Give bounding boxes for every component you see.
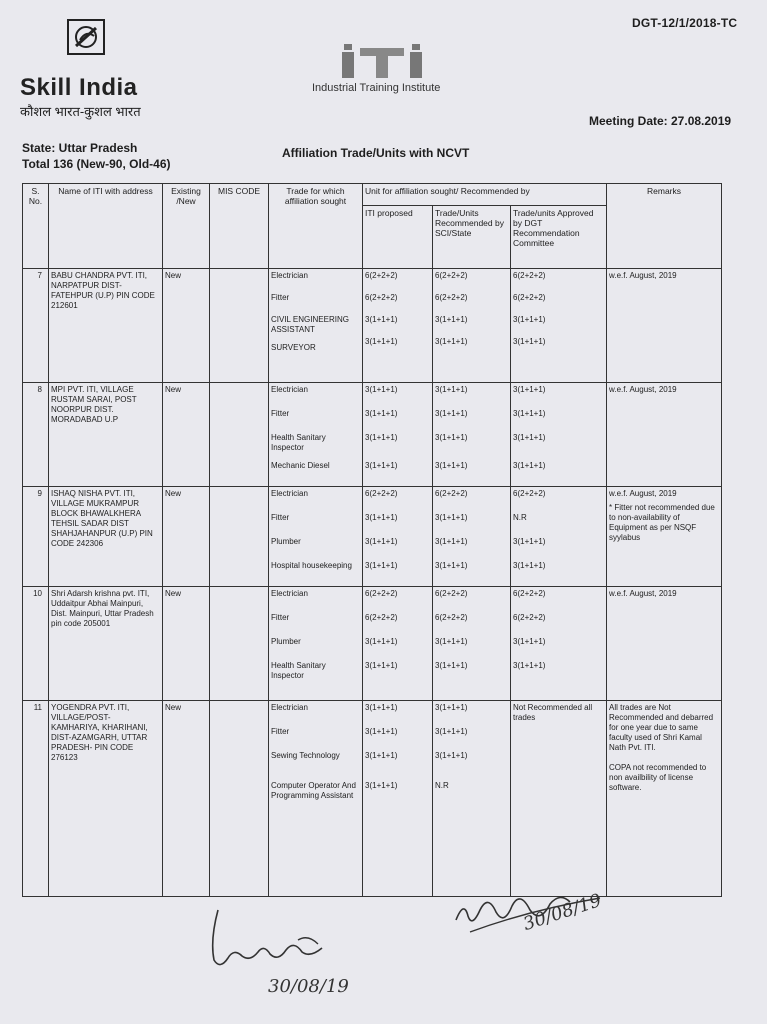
trade-item: Health Sanitary Inspector xyxy=(271,661,326,680)
unit-value: 3(1+1+1) xyxy=(513,461,546,470)
unit-value: 3(1+1+1) xyxy=(435,409,468,418)
row-remarks xyxy=(607,701,722,897)
trade-item: SURVEYOR xyxy=(271,343,316,352)
header-sci-state: Trade/Units Recommended by SCI/State xyxy=(433,206,511,269)
unit-value: 3(1+1+1) xyxy=(513,409,546,418)
header-mis: MIS CODE xyxy=(210,184,269,269)
unit-value: 3(1+1+1) xyxy=(365,461,398,470)
unit-value: 3(1+1+1) xyxy=(435,461,468,470)
unit-value: 3(1+1+1) xyxy=(435,315,468,324)
row-iti-units xyxy=(363,269,433,383)
unit-value: 6(2+2+2) xyxy=(513,589,546,598)
unit-value: 6(2+2+2) xyxy=(435,489,468,498)
trade-item: Electrician xyxy=(271,589,308,598)
row-dgt-units xyxy=(511,587,607,701)
row-trades xyxy=(269,701,363,897)
trade-item: Hospital housekeeping xyxy=(271,561,352,570)
row-sci-units xyxy=(433,487,511,587)
signature-right-date: 30/08/19 xyxy=(520,890,605,935)
unit-value: 3(1+1+1) xyxy=(513,561,546,570)
row-sno: 8 xyxy=(23,383,49,487)
unit-value: 6(2+2+2) xyxy=(513,271,546,280)
row-iti-units xyxy=(363,587,433,701)
unit-value: 3(1+1+1) xyxy=(365,637,398,646)
unit-value: 3(1+1+1) xyxy=(365,703,398,712)
unit-value: 3(1+1+1) xyxy=(365,337,398,346)
row-remarks xyxy=(607,487,722,587)
unit-value: 6(2+2+2) xyxy=(365,293,398,302)
signature-left-date: 30/08/19 xyxy=(268,976,349,997)
unit-value: 3(1+1+1) xyxy=(435,661,468,670)
unit-value: Not Recommended all trades xyxy=(513,703,593,722)
row-iti-units xyxy=(363,383,433,487)
unit-value: 3(1+1+1) xyxy=(513,315,546,324)
trade-item: Fitter xyxy=(271,613,290,622)
row-iti-name: MPI PVT. ITI, VILLAGE RUSTAM SARAI, POST NOORPUR DIST. MORADABAD U.P xyxy=(49,383,163,487)
trade-item: Health Sanitary Inspector xyxy=(271,433,326,452)
unit-value: 6(2+2+2) xyxy=(513,489,546,498)
unit-value: 3(1+1+1) xyxy=(365,315,398,324)
trade-item: Fitter xyxy=(271,727,290,736)
trade-item: Computer Operator And Programming Assistant xyxy=(271,781,356,800)
row-dgt-units xyxy=(511,383,607,487)
remark-text: w.e.f. August, 2019 xyxy=(609,589,677,598)
row-iti-units xyxy=(363,701,433,897)
row-sci-units xyxy=(433,383,511,487)
unit-value: 3(1+1+1) xyxy=(435,433,468,442)
unit-value: 3(1+1+1) xyxy=(513,661,546,670)
header-sno: S. No. xyxy=(23,184,49,269)
row-iti-name: Shri Adarsh krishna pvt. ITI, Uddaitpur Abhai Mainpuri, Dist. Mainpuri, Uttar Pradesh pin code 205001 xyxy=(49,587,163,701)
unit-value: 3(1+1+1) xyxy=(365,781,398,790)
unit-value: 3(1+1+1) xyxy=(365,385,398,394)
trade-item: Electrician xyxy=(271,271,308,280)
unit-value: 6(2+2+2) xyxy=(435,613,468,622)
row-dgt-units xyxy=(511,487,607,587)
remark-text: All trades are Not Recommended and debarred for one year due to same faculty used of Shri Kamal Nath Pvt. ITI. xyxy=(609,703,714,752)
unit-value: 3(1+1+1) xyxy=(365,661,398,670)
unit-value: 3(1+1+1) xyxy=(435,637,468,646)
page-title: Affiliation Trade/Units with NCVT xyxy=(282,146,470,160)
trade-item: CIVIL ENGINEERING ASSISTANT xyxy=(271,315,349,334)
unit-value: N.R xyxy=(435,781,449,790)
unit-value: 3(1+1+1) xyxy=(513,637,546,646)
row-sno: 10 xyxy=(23,587,49,701)
row-status: New xyxy=(163,383,210,487)
iti-institute-name: Industrial Training Institute xyxy=(312,82,441,94)
remark-note: * Fitter not recommended due to non-availability of Equipment as per NSQF syylabus xyxy=(609,503,715,542)
row-mis-code xyxy=(210,269,269,383)
unit-value: 3(1+1+1) xyxy=(513,385,546,394)
unit-value: 6(2+2+2) xyxy=(365,489,398,498)
header-iti-proposed: ITI proposed xyxy=(363,206,433,269)
row-remarks xyxy=(607,587,722,701)
skill-india-logo-text: Skill India xyxy=(20,74,138,101)
unit-value: 3(1+1+1) xyxy=(365,751,398,760)
unit-value: 3(1+1+1) xyxy=(513,433,546,442)
trade-item: Electrician xyxy=(271,489,308,498)
header-name: Name of ITI with address xyxy=(49,184,163,269)
table-row xyxy=(23,487,722,587)
trade-item: Electrician xyxy=(271,703,308,712)
row-trades xyxy=(269,487,363,587)
header-dgt: Trade/units Approved by DGT Recommendation Committee xyxy=(511,206,607,269)
header-units: Unit for affiliation sought/ Recommended by xyxy=(363,184,607,206)
row-iti-units xyxy=(363,487,433,587)
trade-item: Mechanic Diesel xyxy=(271,461,330,470)
row-trades xyxy=(269,383,363,487)
row-sno: 9 xyxy=(23,487,49,587)
state-info xyxy=(22,140,170,172)
row-mis-code xyxy=(210,383,269,487)
row-status: New xyxy=(163,701,210,897)
trade-item: Fitter xyxy=(271,293,290,302)
unit-value: 6(2+2+2) xyxy=(513,293,546,302)
document-number: DGT-12/1/2018-TC xyxy=(632,16,738,30)
trade-item: Fitter xyxy=(271,409,290,418)
row-mis-code xyxy=(210,701,269,897)
unit-value: 3(1+1+1) xyxy=(513,337,546,346)
remark-text: w.e.f. August, 2019 xyxy=(609,489,677,498)
row-status: New xyxy=(163,269,210,383)
skill-india-tagline: कौशल भारत-कुशल भारत xyxy=(20,104,141,119)
row-sno: 11 xyxy=(23,701,49,897)
unit-value: 3(1+1+1) xyxy=(365,513,398,522)
meeting-date: Meeting Date: 27.08.2019 xyxy=(589,114,732,128)
table-row xyxy=(23,269,722,383)
row-mis-code xyxy=(210,587,269,701)
row-trades xyxy=(269,269,363,383)
row-sno: 7 xyxy=(23,269,49,383)
unit-value: 3(1+1+1) xyxy=(435,337,468,346)
iti-logo-icon xyxy=(340,44,430,80)
row-iti-name: BABU CHANDRA PVT. ITI, NARPATPUR DIST- FATEHPUR (U.P) PIN CODE 212601 xyxy=(49,269,163,383)
unit-value: 6(2+2+2) xyxy=(365,271,398,280)
row-status: New xyxy=(163,587,210,701)
unit-value: 3(1+1+1) xyxy=(435,703,468,712)
row-sci-units xyxy=(433,587,511,701)
row-sci-units xyxy=(433,269,511,383)
unit-value: 3(1+1+1) xyxy=(365,433,398,442)
unit-value: 3(1+1+1) xyxy=(435,727,468,736)
skill-india-emblem-icon xyxy=(62,18,110,58)
unit-value: 3(1+1+1) xyxy=(365,537,398,546)
unit-value: 3(1+1+1) xyxy=(365,409,398,418)
unit-value: 3(1+1+1) xyxy=(435,561,468,570)
row-mis-code xyxy=(210,487,269,587)
unit-value: 3(1+1+1) xyxy=(435,751,468,760)
unit-value: 3(1+1+1) xyxy=(513,537,546,546)
unit-value: 6(2+2+2) xyxy=(435,271,468,280)
row-sci-units xyxy=(433,701,511,897)
unit-value: 3(1+1+1) xyxy=(435,537,468,546)
unit-value: 3(1+1+1) xyxy=(365,727,398,736)
row-status: New xyxy=(163,487,210,587)
unit-value: 3(1+1+1) xyxy=(435,385,468,394)
state-name: State: Uttar Pradesh xyxy=(22,141,138,155)
trade-item: Electrician xyxy=(271,385,308,394)
trade-item: Sewing Technology xyxy=(271,751,340,760)
header-remarks: Remarks xyxy=(607,184,722,269)
unit-value: 6(2+2+2) xyxy=(365,613,398,622)
unit-value: 6(2+2+2) xyxy=(435,293,468,302)
total-count: Total 136 (New-90, Old-46) xyxy=(22,157,171,171)
row-iti-name: YOGENDRA PVT. ITI, VILLAGE/POST- KAMHARIYA, KHARIHANI, DIST-AZAMGARH, UTTAR PRADESH- PIN CODE 276123 xyxy=(49,701,163,897)
trade-item: Plumber xyxy=(271,637,301,646)
table-row xyxy=(23,587,722,701)
unit-value: 3(1+1+1) xyxy=(365,561,398,570)
row-dgt-units xyxy=(511,269,607,383)
table-row xyxy=(23,383,722,487)
row-trades xyxy=(269,587,363,701)
unit-value: 6(2+2+2) xyxy=(365,589,398,598)
row-iti-name: ISHAQ NISHA PVT. ITI, VILLAGE MUKRAMPUR BLOCK BHAWALKHERA TEHSIL SADAR DIST SHAHJAHANPUR (U.P) PIN CODE 242306 xyxy=(49,487,163,587)
remark-text: w.e.f. August, 2019 xyxy=(609,271,677,280)
header-existing: Existing /New xyxy=(163,184,210,269)
remark-text: w.e.f. August, 2019 xyxy=(609,385,677,394)
remark-note: COPA not recommended to non availbility of license software. xyxy=(609,763,707,792)
header-trade: Trade for which affiliation sought xyxy=(269,184,363,269)
unit-value: 6(2+2+2) xyxy=(435,589,468,598)
unit-value: N.R xyxy=(513,513,527,522)
table-row xyxy=(23,701,722,897)
unit-value: 6(2+2+2) xyxy=(513,613,546,622)
unit-value: 3(1+1+1) xyxy=(435,513,468,522)
row-dgt-units xyxy=(511,701,607,897)
row-remarks xyxy=(607,383,722,487)
trade-item: Plumber xyxy=(271,537,301,546)
row-remarks xyxy=(607,269,722,383)
trade-item: Fitter xyxy=(271,513,290,522)
affiliation-table xyxy=(22,183,722,897)
